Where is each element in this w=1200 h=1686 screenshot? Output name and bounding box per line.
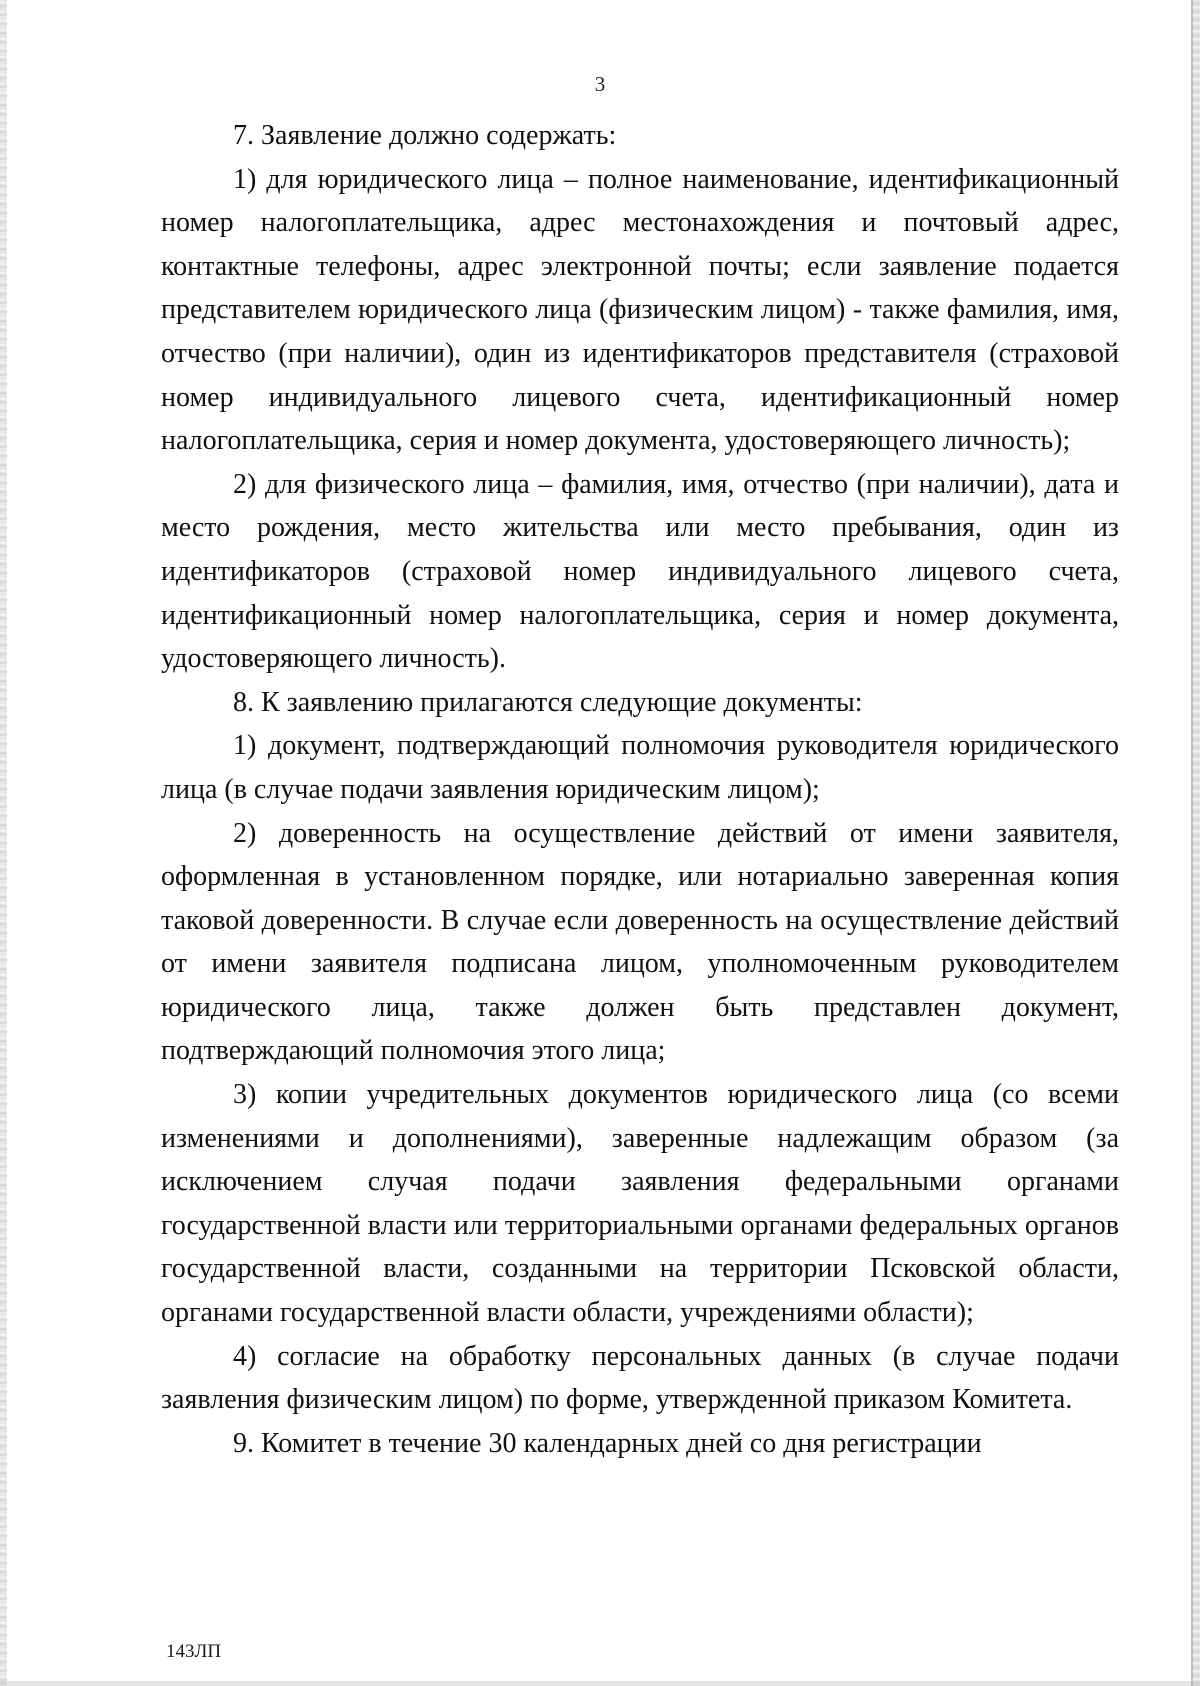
page-number: 3 [594, 72, 606, 96]
paragraph-8-heading: 8. К заявлению прилагаются следующие документы: [233, 686, 863, 718]
paragraph-8-item-2: 2) доверенность на осуществление действий от имени заявителя, оформленная в установленном порядке, или нотариально заверенная копия таковой доверенности. В случае если доверенность на осуществление действий от имени заявителя подписана лицом, уполномоченным руководителем юридического лица, также должен быть представлен документ, подтверждающий полномочия этого лица; [161, 817, 1119, 1067]
paragraph-7-item-1: 1) для юридического лица – полное наименование, идентификационный номер налогоплательщика, адрес местонахождения и почтовый адрес, контактные телефоны, адрес электронной почты; если заявление подается представителем юридического лица (физическим лицом) - также фамилия, имя, отчество (при наличии), один из идентификаторов представителя (страховой номер индивидуального лицевого счета, идентификационный номер налогоплательщика, серия и номер документа, удостоверяющего личность); [161, 163, 1119, 457]
footer-document-code: 143ЛП [166, 1641, 222, 1662]
paragraph-7-heading: 7. Заявление должно содержать: [233, 120, 617, 151]
scan-edge-left [0, 0, 7, 1686]
scan-line-bottom [0, 1681, 1200, 1686]
paragraph-9-start: 9. Комитет в течение 30 календарных дней со дня регистрации [233, 1427, 982, 1459]
paragraph-7-item-2: 2) для физического лица – фамилия, имя, отчество (при наличии), дата и место рождения, место жительства или место пребывания, один из идентификаторов (страховой номер индивидуального лицевого счета, идентификационный номер налогоплательщика, серия и номер документа, удостоверяющего личность). [161, 468, 1119, 675]
paragraph-8-item-4: 4) согласие на обработку персональных данных (в случае подачи заявления физическим лицом) по форме, утвержденной приказом Комитета. [161, 1340, 1119, 1416]
document-body [161, 114, 1119, 1465]
scan-line-right [1191, 0, 1193, 1686]
paragraph-8-item-1: 1) документ, подтверждающий полномочия руководителя юридического лица (в случае подачи заявления юридическим лицом); [161, 730, 1119, 805]
paragraph-8-item-3: 3) копии учредительных документов юридического лица (со всеми изменениями и дополнениями), заверенные надлежащим образом (за исключением случая подачи заявления федеральными органами государственной власти или территориальными органами федеральных органов государственной власти, созданными на территории Псковской области, органами государственной власти области, учреждениями области); [161, 1079, 1119, 1329]
